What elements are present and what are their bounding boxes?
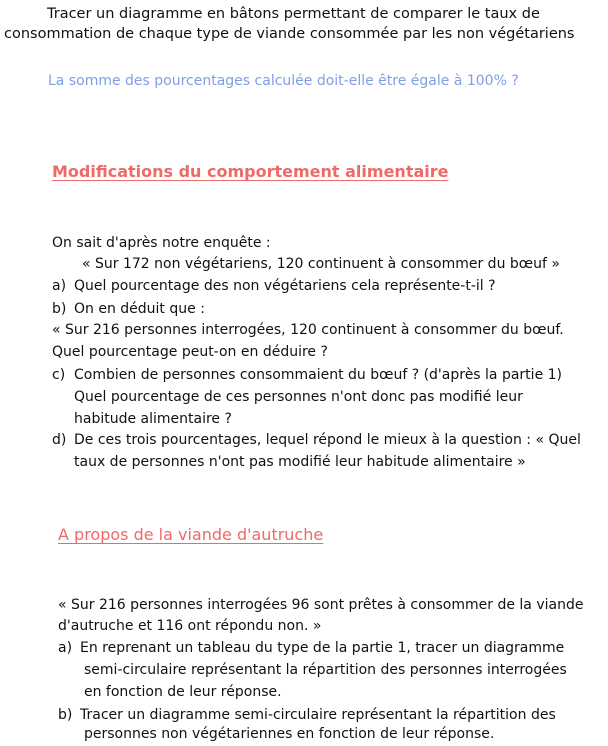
question-d-line-2: taux de personnes n'ont pas modifié leur habitude alimentaire »	[74, 454, 526, 470]
question-a	[52, 276, 496, 296]
autruche-question-b	[58, 705, 556, 725]
question-b-quote-2: Quel pourcentage peut-on en déduire ?	[52, 344, 328, 360]
question-d-line-1: De ces trois pourcentages, lequel répond le mieux à la question : « Quel	[74, 432, 581, 448]
question-b	[52, 299, 205, 319]
autruche-quote-1: « Sur 216 personnes interrogées 96 sont prêtes à consommer de la viande	[58, 597, 584, 613]
question-c-line-2: Quel pourcentage de ces personnes n'ont donc pas modifié leur	[74, 389, 523, 405]
question-c-line-1: Combien de personnes consommaient du bœuf ? (d'après la partie 1)	[74, 367, 562, 383]
section-title-comportement: Modifications du comportement alimentaire	[52, 162, 449, 181]
question-d	[52, 430, 581, 450]
question-b-text: On en déduit que :	[74, 301, 205, 317]
question-b-quote-1: « Sur 216 personnes interrogées, 120 continuent à consommer du bœuf.	[52, 322, 564, 338]
question-c-line-3: habitude alimentaire ?	[74, 411, 232, 427]
question-a-text: Quel pourcentage des non végétariens cela représente-t-il ?	[74, 278, 496, 294]
intro-line-1: Tracer un diagramme en bâtons permettant de comparer le taux de	[47, 6, 540, 22]
intro-line-2: consommation de chaque type de viande consommée par les non végétariens	[4, 26, 575, 42]
autruche-question-b-line-2: personnes non végétariennes en fonction de leur réponse.	[84, 726, 495, 742]
autruche-question-a-line-3: en fonction de leur réponse.	[84, 684, 282, 700]
intro-hint: La somme des pourcentages calculée doit-elle être égale à 100% ?	[48, 73, 519, 89]
autruche-question-b-label: b)	[58, 707, 73, 723]
question-b-label: b)	[52, 301, 67, 317]
section1-quote: « Sur 172 non végétariens, 120 continuent à consommer du bœuf »	[82, 256, 560, 272]
autruche-question-a-label: a)	[58, 640, 73, 656]
question-c	[52, 365, 562, 385]
section-title-autruche: A propos de la viande d'autruche	[58, 525, 324, 544]
section1-intro: On sait d'après notre enquête :	[52, 235, 271, 251]
question-a-label: a)	[52, 278, 67, 294]
autruche-question-a-line-1: En reprenant un tableau du type de la partie 1, tracer un diagramme	[80, 640, 565, 656]
question-d-label: d)	[52, 432, 67, 448]
question-c-label: c)	[52, 367, 66, 383]
autruche-quote-2: d'autruche et 116 ont répondu non. »	[58, 618, 322, 634]
autruche-question-a-line-2: semi-circulaire représentant la répartition des personnes interrogées	[84, 662, 567, 678]
autruche-question-b-line-1: Tracer un diagramme semi-circulaire représentant la répartition des	[80, 707, 556, 723]
autruche-question-a	[58, 638, 564, 658]
